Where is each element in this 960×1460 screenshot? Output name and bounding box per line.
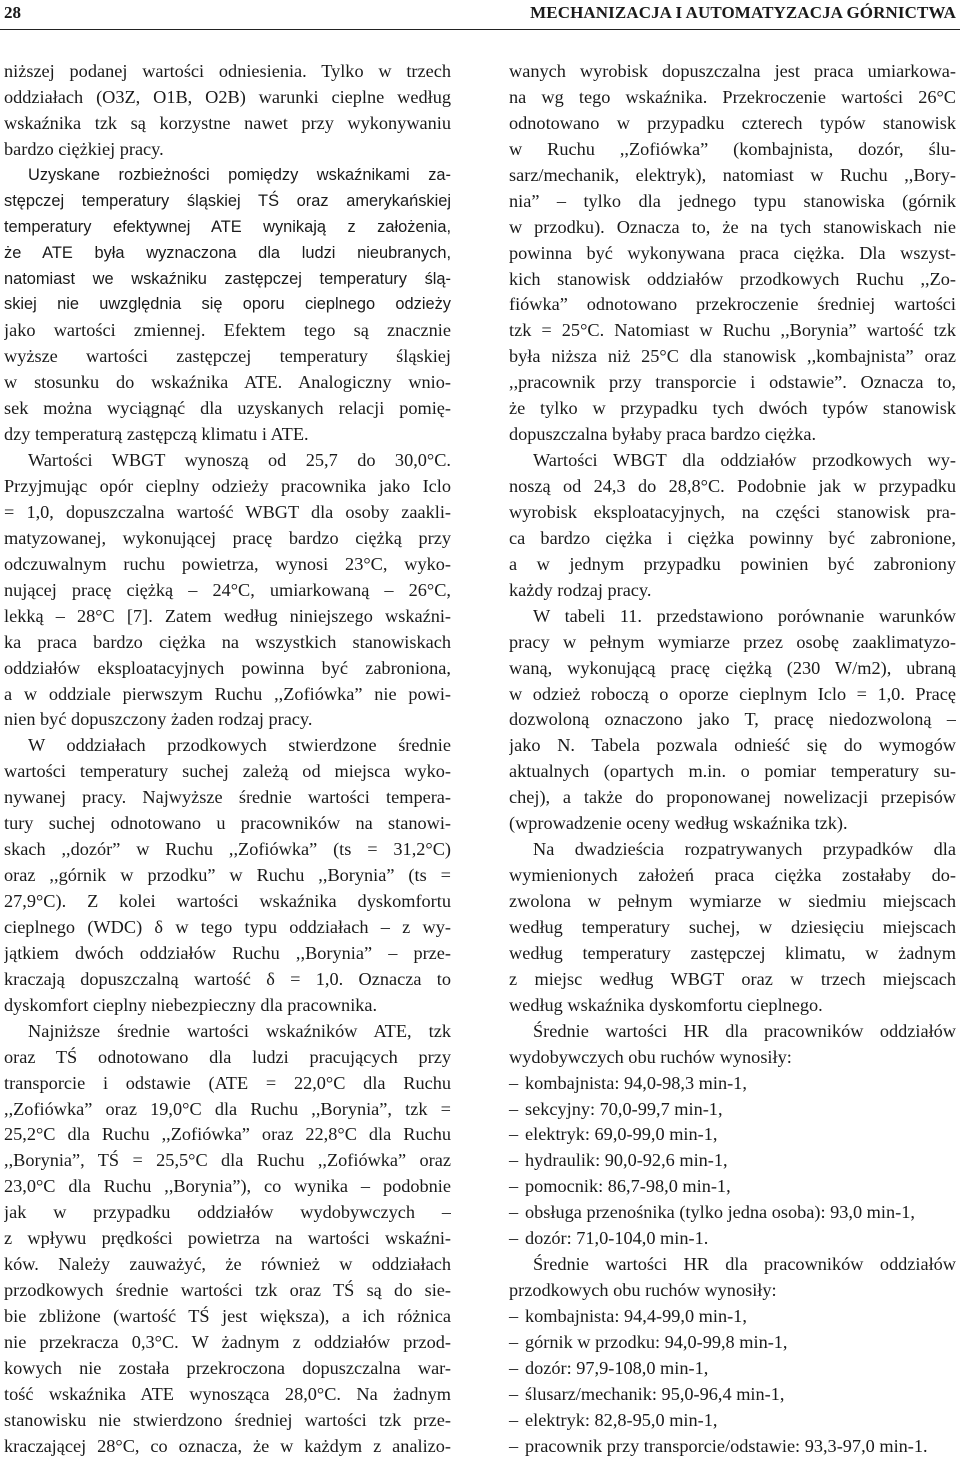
text-line-content: (wprowadzenie oceny według wskaźnika tzk).: [509, 813, 848, 834]
text-line-content: ka praca bardzo ciężka na wszystkich stanowiskach: [4, 631, 451, 652]
text-line-content: pomocnik: 86,7-98,0 min-1,: [525, 1176, 731, 1197]
text-line-content: że ATE była wyznaczona dla ludzi nieubranych,: [4, 243, 451, 262]
list-dash: –: [509, 1124, 519, 1145]
text-line: [509, 1200, 956, 1226]
list-dash: –: [509, 1331, 519, 1352]
text-line: [509, 915, 956, 941]
text-line: [509, 1408, 956, 1434]
text-line-content: niższej podanej wartości odniesienia. Tylko w trzech: [4, 61, 451, 81]
text-line: [509, 85, 956, 111]
text-line: [509, 889, 956, 915]
text-line: [4, 811, 451, 837]
text-line-content: Na dwadzieścia rozpatrywanych przypadków dla: [533, 839, 956, 860]
text-line-content: górnik w przodku: 94,0-99,8 min-1,: [525, 1331, 788, 1352]
text-line-content: kraczającej 28°C, co oznacza, że w każdym z analizo-: [4, 1435, 451, 1456]
list-dash: –: [509, 1228, 519, 1249]
text-line: [4, 370, 451, 396]
text-line-content: skiej nie uwzględnia się oporu cieplnego odzieży: [4, 295, 451, 314]
text-line: [4, 578, 451, 604]
text-line: [509, 707, 956, 733]
text-line-content: temperatury efektywnej ATE wynikają z założenia,: [4, 217, 451, 236]
text-line-content: Przyjmując opór cieplny odzieży pracownika jako Iclo: [4, 476, 451, 496]
text-line-content: oddziałach (O3Z, O1B, O2B) warunki cieplne według: [4, 86, 451, 107]
text-line-content: przodkowych średnie wartości tzk oraz TŚ są do sie-: [4, 1280, 451, 1301]
text-line: [4, 1356, 451, 1382]
text-line: [509, 837, 956, 863]
text-line-content: bie zbliżone (wartość TŚ jest większa), a ich różnica: [4, 1306, 451, 1326]
text-line: [509, 241, 956, 267]
text-line-content: = 1,0, dopuszczalna wartość WBGT dla osoby zaakli-: [4, 501, 451, 522]
text-line-content: według temperatury zastępczej klimatu, w żadnym: [509, 942, 956, 963]
text-line: [509, 137, 956, 163]
running-header: [0, 0, 960, 30]
text-line-content: wanych wyrobisk dopuszczalna jest praca umiarkowa-: [509, 61, 956, 81]
text-line-content: ,,Borynia”, TŚ = 25,5°C dla Ruchu ,,Zofiówka” oraz: [4, 1150, 451, 1171]
page-number: 28: [4, 3, 21, 22]
text-line: [4, 1019, 451, 1045]
text-line-content: nien być dopuszczony żaden rodzaj pracy.: [4, 709, 313, 730]
text-line-content: w przodku). Oznacza to, że na tych stanowiskach nie: [509, 216, 956, 237]
text-line: [509, 500, 956, 526]
list-dash: –: [509, 1176, 519, 1197]
text-line-content: Średnie wartości HR dla pracowników oddziałów: [533, 1020, 956, 1041]
text-line: [4, 941, 451, 967]
text-line-content: dozwoloną oznaczono jako T, pracę niedozwoloną –: [509, 709, 956, 730]
text-line-content: kombajnista: 94,4-99,0 min-1,: [525, 1306, 747, 1326]
text-line: [4, 759, 451, 785]
text-line-content: oddziałów eksploatacyjnych powinna być zabroniona,: [4, 657, 451, 678]
text-line: [4, 1045, 451, 1071]
text-line: [4, 837, 451, 863]
text-line: [509, 1148, 956, 1174]
text-line-content: Uzyskane rozbieżności pomiędzy wskaźnikami za-: [28, 165, 451, 184]
text-line-content: powinna być wykonywana praca ciężka. Dla wszyst-: [509, 242, 956, 263]
text-line-content: 23,0°C dla Ruchu ,,Borynia”), co wynika – podobnie: [4, 1176, 451, 1197]
text-line: [4, 1071, 451, 1097]
text-line-content: nywanej pracy. Najwyższe średnie wartości tempera-: [4, 787, 451, 808]
text-line: [4, 344, 451, 370]
text-line: [4, 1434, 451, 1460]
text-line-content: Wartości WBGT wynoszą od 25,7 do 30,0°C.: [28, 450, 451, 471]
text-line-content: tość wskaźnika ATE wynosząca 28,0°C. Na żadnym: [4, 1383, 451, 1404]
text-line-content: 25,2°C dla Ruchu ,,Zofiówka” oraz 22,8°C dla Ruchu: [4, 1124, 451, 1145]
text-line: [509, 578, 956, 604]
list-dash: –: [509, 1383, 519, 1404]
text-line-content: w stosunku do wskaźnika ATE. Analogiczny wnio-: [4, 372, 451, 393]
text-line-content: ,,Zofiówka” oraz 19,0°C dla Ruchu ,,Borynia”, tzk =: [4, 1098, 451, 1119]
text-line: [509, 552, 956, 578]
right-column: [509, 59, 956, 1460]
text-line-content: noszą od 24,3 do 28,8°C. Podobnie jak w przypadku: [509, 476, 956, 496]
text-line-content: matyzowanej, wykonującej pracę bardzo ciężką przy: [4, 527, 451, 548]
text-line: [509, 396, 956, 422]
text-line-content: jako N. Tabela pozwala odnieść się do wymogów: [509, 735, 956, 756]
text-line: [509, 1252, 956, 1278]
text-line: [509, 1226, 956, 1252]
text-line: [4, 785, 451, 811]
left-column: [4, 59, 451, 1460]
text-line: [4, 292, 451, 318]
list-dash: –: [509, 1306, 519, 1326]
text-line-content: pracy w pełnym wymiarze przez osobę zaaklimatyzo-: [509, 631, 956, 652]
text-line: [4, 707, 451, 733]
text-line-content: fiówka” odnotowano przekroczenie średniej wartości: [509, 294, 956, 315]
text-line: [509, 785, 956, 811]
text-line-content: kich stanowisk oddziałów przodkowych Ruchu ,,Zo-: [509, 268, 956, 289]
text-line: [509, 1356, 956, 1382]
text-line-content: a w oddziale pierwszym Ruchu ,,Zofiówka” nie powi-: [4, 683, 451, 704]
text-line-content: ków. Należy zauważyć, że również w oddziałach: [4, 1254, 451, 1275]
text-line-content: W oddziałach przodkowych stwierdzone średnie: [28, 735, 451, 756]
text-line-content: Średnie wartości HR dla pracowników oddziałów: [533, 1254, 956, 1275]
text-line-content: nującej pracę ciężką – 24°C, umiarkowaną – 26°C,: [4, 579, 451, 600]
text-line: [4, 967, 451, 993]
text-line-content: oraz ,,górnik w przodku” w Ruchu ,,Borynia” (ts =: [4, 865, 451, 886]
text-line-content: tury suchej odnotowano u pracowników na stanowi-: [4, 813, 451, 834]
text-line: [509, 1304, 956, 1330]
text-line: [4, 163, 451, 189]
text-line-content: nia” – tylko dla jednego typu stanowiska (górnik: [509, 190, 956, 211]
text-line: [509, 967, 956, 993]
list-dash: –: [509, 1072, 519, 1093]
text-line: [4, 59, 451, 85]
text-line-content: chej), a także do proponowanej nowelizacji przepisów: [509, 787, 956, 808]
text-line: [509, 733, 956, 759]
text-line-content: a w jednym przypadku powinien być zabroniony: [509, 553, 956, 574]
text-line: [509, 1278, 956, 1304]
list-dash: –: [509, 1202, 519, 1223]
text-line: [509, 682, 956, 708]
text-line: [4, 682, 451, 708]
text-line: [509, 267, 956, 293]
text-line-content: Wartości WBGT dla oddziałów przodkowych wy-: [533, 450, 956, 471]
text-line-content: według wskaźnika dyskomfortu cieplnego.: [509, 994, 823, 1015]
text-line-content: ca bardzo ciężka i ciężka powinny być zabronione,: [509, 527, 956, 548]
text-line: [4, 422, 451, 448]
text-line: [4, 1304, 451, 1330]
text-line: [4, 1122, 451, 1148]
text-line-content: oraz TŚ odnotowano dla ludzi pracujących przy: [4, 1046, 451, 1067]
text-line-content: wymienionych założeń praca ciężka zostałaby do-: [509, 865, 956, 886]
text-line: [4, 1097, 451, 1123]
text-line: [509, 526, 956, 552]
text-line: [4, 111, 451, 137]
text-line-content: dozór: 97,9-108,0 min-1,: [525, 1357, 709, 1378]
text-line: [509, 656, 956, 682]
text-line: [4, 1278, 451, 1304]
text-line-content: obsługa przenośnika (tylko jedna osoba): 93,0 min-1,: [525, 1202, 915, 1223]
text-line: [509, 863, 956, 889]
text-line: [4, 889, 451, 915]
text-line: [509, 1045, 956, 1071]
text-line: [4, 448, 451, 474]
text-line-content: według temperatury suchej, w dziesięciu miejscach: [509, 916, 956, 937]
text-line: [509, 1019, 956, 1045]
text-line: [509, 993, 956, 1019]
text-line: [4, 526, 451, 552]
text-line: [509, 422, 956, 448]
text-line: [4, 241, 451, 267]
text-line-content: w odzież roboczą o oporze cieplnym Iclo = 1,0. Pracę: [509, 683, 956, 704]
text-line: [4, 1252, 451, 1278]
text-line: [509, 1122, 956, 1148]
text-line-content: bardzo ciężkiej pracy.: [4, 138, 164, 159]
text-line-content: odnotowano w przypadku czterech typów stanowisk: [509, 112, 956, 133]
text-line-content: z miejsc według WBGT oraz w trzech miejscach: [509, 968, 956, 989]
text-line-content: w Ruchu ,,Zofiówka” (kombajnista, dozór, ślu-: [509, 138, 956, 159]
text-line: [509, 1382, 956, 1408]
text-line: [4, 500, 451, 526]
text-line: [4, 189, 451, 215]
text-line: [509, 292, 956, 318]
text-line-content: ,,pracownik przy transporcie i odstawie”. Oznacza to,: [509, 372, 956, 393]
text-line: [4, 137, 451, 163]
text-line: [509, 474, 956, 500]
text-line-content: wydobywczych obu ruchów wynosiły:: [509, 1046, 792, 1067]
text-line-content: sekcyjny: 70,0-99,7 min-1,: [525, 1098, 723, 1119]
text-line-content: odczuwalnym ruchu powietrza, wynosi 23°C, wyko-: [4, 553, 451, 574]
text-line-content: waną, wykonującą pracę ciężką (230 W/m2), ubraną: [509, 657, 956, 678]
text-line-content: na wg tego wskaźnika. Przekroczenie wartości 26°C: [509, 86, 956, 107]
text-line-content: cieplnego (WDC) δ w tego typu oddziałach – z wy-: [4, 916, 451, 937]
text-line-content: jak w przypadku oddziałów wydobywczych –: [4, 1202, 451, 1223]
text-line-content: nie przekracza 0,3°C. W żadnym z oddziałów przod-: [4, 1331, 451, 1352]
text-line-content: jątkiem dwóch oddziałów Ruchu ,,Borynia” – prze-: [4, 942, 451, 963]
text-line: [509, 1097, 956, 1123]
list-dash: –: [509, 1357, 519, 1378]
text-line-content: wyrobisk eksploatacyjnych, na części stanowisk pra-: [509, 501, 956, 522]
list-dash: –: [509, 1435, 519, 1456]
text-line: [4, 863, 451, 889]
text-line: [4, 1382, 451, 1408]
text-line-content: kombajnista: 94,0-98,3 min-1,: [525, 1072, 747, 1093]
text-line: [509, 811, 956, 837]
list-dash: –: [509, 1150, 519, 1171]
text-line: [509, 448, 956, 474]
text-line: [509, 370, 956, 396]
text-line-content: każdy rodzaj pracy.: [509, 579, 652, 600]
text-line: [509, 941, 956, 967]
text-line: [509, 59, 956, 85]
text-line-content: z wpływu prędkości powietrza na wartości wskaźni-: [4, 1228, 451, 1249]
text-line: [509, 759, 956, 785]
text-line-content: pracownik przy transporcie/odstawie: 93,3-97,0 min-1.: [525, 1435, 928, 1456]
list-dash: –: [509, 1409, 519, 1430]
text-line: [4, 915, 451, 941]
text-line-content: dozór: 71,0-104,0 min-1.: [525, 1228, 709, 1249]
text-line: [509, 604, 956, 630]
text-line: [509, 318, 956, 344]
text-line-content: przodkowych obu ruchów wynosiły:: [509, 1280, 777, 1301]
list-dash: –: [509, 1098, 519, 1119]
text-line-content: że tylko w przypadku tych dwóch typów stanowisk: [509, 398, 956, 419]
text-line: [4, 215, 451, 241]
text-line: [509, 1071, 956, 1097]
text-line-content: dzy temperaturą zastępczą klimatu i ATE.: [4, 424, 309, 445]
text-line: [509, 111, 956, 137]
text-line: [4, 1330, 451, 1356]
text-line-content: aktualnych (opartych m.in. o pomiar temperatury su-: [509, 761, 956, 782]
text-line-content: W tabeli 11. przedstawiono porównanie warunków: [533, 605, 956, 626]
text-line: [4, 396, 451, 422]
text-line-content: stanowisku nie stwierdzono średniej wartości tzk prze-: [4, 1409, 451, 1430]
text-line-content: kraczają dopuszczalną wartość δ = 1,0. Oznacza to: [4, 968, 451, 989]
text-line: [509, 189, 956, 215]
text-line-content: sarz/mechanik, elektryk), natomiast w Ruchu ,,Bory-: [509, 164, 956, 185]
text-line: [509, 630, 956, 656]
text-line: [4, 1148, 451, 1174]
text-line: [509, 1434, 956, 1460]
text-line-content: wartości temperatury suchej zależą od miejsca wyko-: [4, 761, 451, 782]
text-line-content: stępczej temperatury śląskiej TŚ oraz amerykańskiej: [4, 191, 451, 210]
text-line: [4, 733, 451, 759]
text-line: [4, 1226, 451, 1252]
text-line: [4, 1200, 451, 1226]
text-line-content: Najniższe średnie wartości wskaźników ATE, tzk: [28, 1020, 451, 1041]
text-line: [4, 630, 451, 656]
text-line: [4, 604, 451, 630]
text-line: [4, 267, 451, 293]
text-line-content: elektryk: 82,8-95,0 min-1,: [525, 1409, 718, 1430]
text-line-content: kowych nie została przekroczona dopuszczalna war-: [4, 1357, 451, 1378]
text-line: [4, 656, 451, 682]
text-line-content: dopuszczalna byłaby praca bardzo ciężka.: [509, 424, 817, 445]
text-line-content: skach ,,dozór” w Ruchu ,,Zofiówka” (ts = 31,2°C): [4, 839, 451, 860]
text-line-content: 27,9°C). Z kolei wartości wskaźnika dyskomfortu: [4, 891, 451, 911]
text-line-content: wyższe wartości zastępczej temperatury śląskiej: [4, 346, 451, 367]
text-line-content: była niższa niż 25°C dla stanowisk ,,kombajnista” oraz: [509, 346, 956, 367]
text-line: [4, 993, 451, 1019]
text-line: [509, 1330, 956, 1356]
text-line-content: dyskomfort cieplny niebezpieczny dla pracownika.: [4, 994, 378, 1015]
text-line: [509, 1174, 956, 1200]
journal-title: MECHANIZACJA I AUTOMATYZACJA GÓRNICTWA: [530, 3, 956, 22]
text-line-content: transporcie i odstawie (ATE = 22,0°C dla Ruchu: [4, 1072, 451, 1093]
text-line-content: elektryk: 69,0-99,0 min-1,: [525, 1124, 718, 1145]
text-line: [4, 474, 451, 500]
text-line-content: wskaźnika tzk są korzystne nawet przy wykonywaniu: [4, 112, 451, 133]
text-line-content: natomiast we wskaźniku zastępczej temperatury ślą-: [4, 269, 451, 288]
text-line: [4, 1174, 451, 1200]
text-line: [4, 85, 451, 111]
text-line: [509, 163, 956, 189]
text-line-content: hydraulik: 90,0-92,6 min-1,: [525, 1150, 728, 1171]
text-line: [509, 344, 956, 370]
text-line: [4, 1408, 451, 1434]
text-line: [509, 215, 956, 241]
text-line-content: zwolona w pełnym wymiarze w siedmiu miejscach: [509, 891, 956, 911]
text-line-content: sek można wyciągnąć dla uzyskanych relacji pomię-: [4, 398, 451, 419]
text-line-content: lekką – 28°C [7]. Zatem według niniejszego wskaźni-: [4, 605, 451, 626]
text-line: [4, 552, 451, 578]
text-line-content: ślusarz/mechanik: 95,0-96,4 min-1,: [525, 1383, 785, 1404]
text-line-content: tzk = 25°C. Natomiast w Ruchu ,,Borynia” wartość tzk: [509, 320, 956, 341]
text-line: [4, 318, 451, 344]
text-line-content: jako wartości zmiennej. Efektem tego są znacznie: [4, 320, 451, 341]
